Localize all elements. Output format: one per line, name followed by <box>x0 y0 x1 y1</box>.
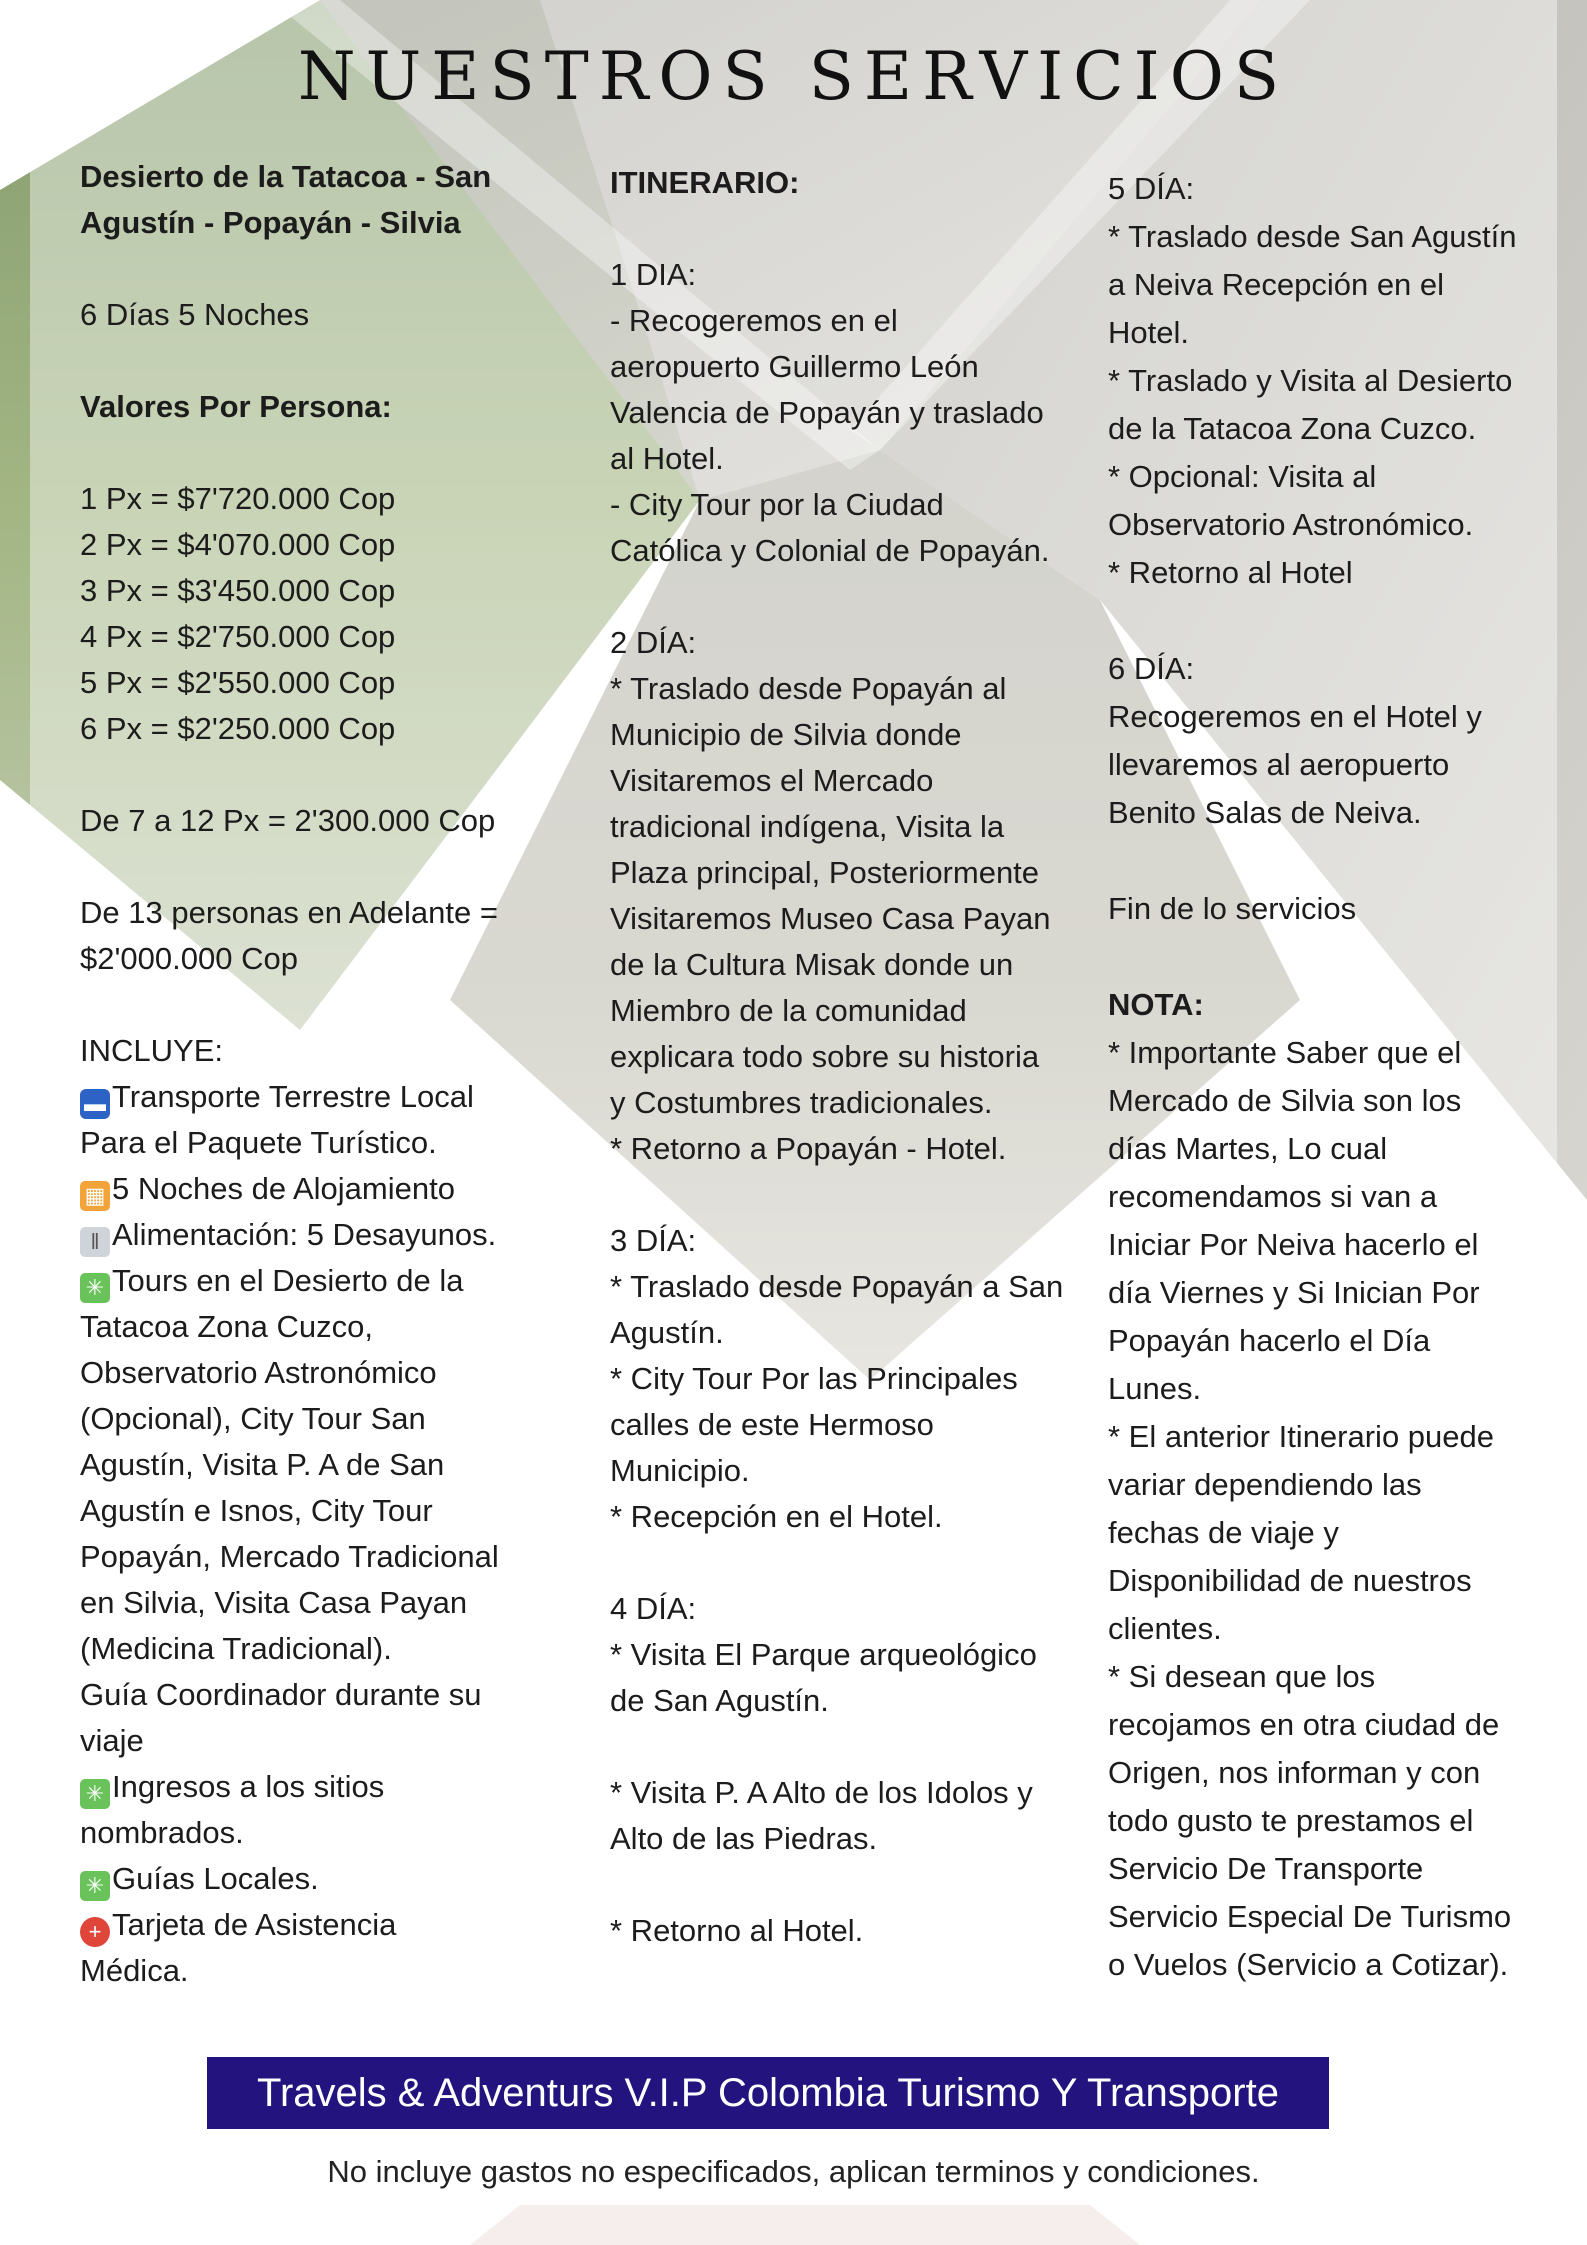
list-item: Agustín, Visita P. A de San <box>80 1447 445 1482</box>
list-item: nombrados. <box>80 1815 244 1850</box>
medical-kit-icon: + <box>80 1917 110 1947</box>
list-item: ▬ Transporte Terrestre Local <box>80 1074 520 1120</box>
day-title: 6 DÍA: <box>1108 651 1195 686</box>
itinerary-label: ITINERARIO: <box>610 165 800 200</box>
day-4-visit: * Visita P. A Alto de los Idolos y Alto de las Piedras. <box>610 1775 1033 1856</box>
column-itinerary <box>610 160 1070 2000</box>
list-item: ▦ 5 Noches de Alojamiento <box>80 1166 520 1212</box>
end-of-services: Fin de lo servicios <box>1108 891 1357 926</box>
price-item: 6 Px = $2'250.000 Cop <box>80 711 396 746</box>
large-group-price: De 13 personas en Adelante = $2'000.000 Cop <box>80 895 498 976</box>
day-title: 3 DÍA: <box>610 1223 697 1258</box>
day-4-return: * Retorno al Hotel. <box>610 1913 864 1948</box>
list-item: Agustín e Isnos, City Tour <box>80 1493 433 1528</box>
company-banner: Travels & Adventurs V.I.P Colombia Turismo Y Transporte <box>207 2057 1329 2129</box>
column-itinerary-notes <box>1108 165 1548 1989</box>
sparkle-icon: ✳ <box>80 1273 110 1303</box>
day-3: 3 DÍA: * Traslado desde Popayán a San Agustín. * City Tour Por las Principales calles de este Hermoso Municipio. * Recepción en el Hotel. <box>610 1218 1070 1540</box>
list-item: Guía Coordinador durante su <box>80 1677 482 1712</box>
list-item: Médica. <box>80 1953 189 1988</box>
day-title: 1 DIA: <box>610 257 697 292</box>
list-item: ✳ Tours en el Desierto de la <box>80 1258 520 1304</box>
package-duration: 6 Días 5 Noches <box>80 297 310 332</box>
day-4: 4 DÍA: * Visita El Parque arqueológico de San Agustín. <box>610 1586 1070 1724</box>
price-item: 5 Px = $2'550.000 Cop <box>80 665 396 700</box>
list-item: ✳ Ingresos a los sitios <box>80 1764 520 1810</box>
list-item: viaje <box>80 1723 144 1758</box>
includes-list <box>80 1028 520 1994</box>
footer-disclaimer: No incluye gastos no especificados, aplican terminos y condiciones. <box>327 2154 1260 2189</box>
list-item: Tatacoa Zona Cuzco, <box>80 1309 373 1344</box>
sparkle-icon: ✳ <box>80 1779 110 1809</box>
bus-icon: ▬ <box>80 1089 110 1119</box>
sparkle-icon: ✳ <box>80 1871 110 1901</box>
list-item: ✳ Guías Locales. <box>80 1856 520 1902</box>
price-item: 3 Px = $3'450.000 Cop <box>80 573 396 608</box>
column-package-info <box>80 154 520 1994</box>
price-list <box>80 476 520 752</box>
package-heading: Desierto de la Tatacoa - San Agustín - Popayán - Silvia <box>80 159 492 240</box>
list-item: Para el Paquete Turístico. <box>80 1125 437 1160</box>
group-price: De 7 a 12 Px = 2'300.000 Cop <box>80 803 496 838</box>
hotel-icon: ▦ <box>80 1181 110 1211</box>
note-label: NOTA: <box>1108 987 1204 1022</box>
note-section: NOTA: * Importante Saber que el Mercado de Silvia son los días Martes, Lo cual recomendamos si van a Iniciar Por Neiva hacerlo el día Viernes y Si Inician Por Popayán hacerlo el Día Lunes. * El anterior Itinerario puede variar dependiendo las fechas de viaje y Disponibilidad de nuestros clientes. * Si desean que los recojamos en otra ciudad de Origen, nos informan y con todo gusto te prestamos el Servicio De Transporte Servicio Especial De Turismo o Vuelos (Servicio a Cotizar). <box>1108 981 1548 1989</box>
day-5: 5 DÍA: * Traslado desde San Agustín a Neiva Recepción en el Hotel. * Traslado y Visita al Desierto de la Tatacoa Zona Cuzco. * Opcional: Visita al Observatorio Astronómico. * Retorno al Hotel <box>1108 165 1548 597</box>
day-1: 1 DIA: - Recogeremos en el aeropuerto Guillermo León Valencia de Popayán y traslado al Hotel. - City Tour por la Ciudad Católica y Colonial de Popayán. <box>610 252 1070 574</box>
list-item: en Silvia, Visita Casa Payan <box>80 1585 468 1620</box>
list-item: + Tarjeta de Asistencia <box>80 1902 520 1948</box>
list-item: Observatorio Astronómico <box>80 1355 437 1390</box>
list-item: (Opcional), City Tour San <box>80 1401 426 1436</box>
price-item: 2 Px = $4'070.000 Cop <box>80 527 396 562</box>
price-item: 1 Px = $7'720.000 Cop <box>80 481 396 516</box>
prices-label: Valores Por Persona: <box>80 389 392 424</box>
includes-label: INCLUYE: <box>80 1033 223 1068</box>
page-title: NUESTROS SERVICIOS <box>297 38 1290 115</box>
day-title: 4 DÍA: <box>610 1591 697 1626</box>
list-item: (Medicina Tradicional). <box>80 1631 392 1666</box>
day-title: 2 DÍA: <box>610 625 697 660</box>
day-6: 6 DÍA: Recogeremos en el Hotel y llevaremos al aeropuerto Benito Salas de Neiva. <box>1108 645 1548 837</box>
day-2: 2 DÍA: * Traslado desde Popayán al Municipio de Silvia donde Visitaremos el Mercado tradicional indígena, Visita la Plaza principal, Posteriormente Visitaremos Museo Casa Payan de la Cultura Misak donde un Miembro de la comunidad explicara todo sobre su historia y Costumbres tradicionales. * Retorno a Popayán - Hotel. <box>610 620 1070 1172</box>
price-item: 4 Px = $2'750.000 Cop <box>80 619 396 654</box>
list-item: ‖ Alimentación: 5 Desayunos. <box>80 1212 520 1258</box>
day-title: 5 DÍA: <box>1108 171 1195 206</box>
fork-knife-icon: ‖ <box>80 1227 110 1257</box>
list-item: Popayán, Mercado Tradicional <box>80 1539 499 1574</box>
